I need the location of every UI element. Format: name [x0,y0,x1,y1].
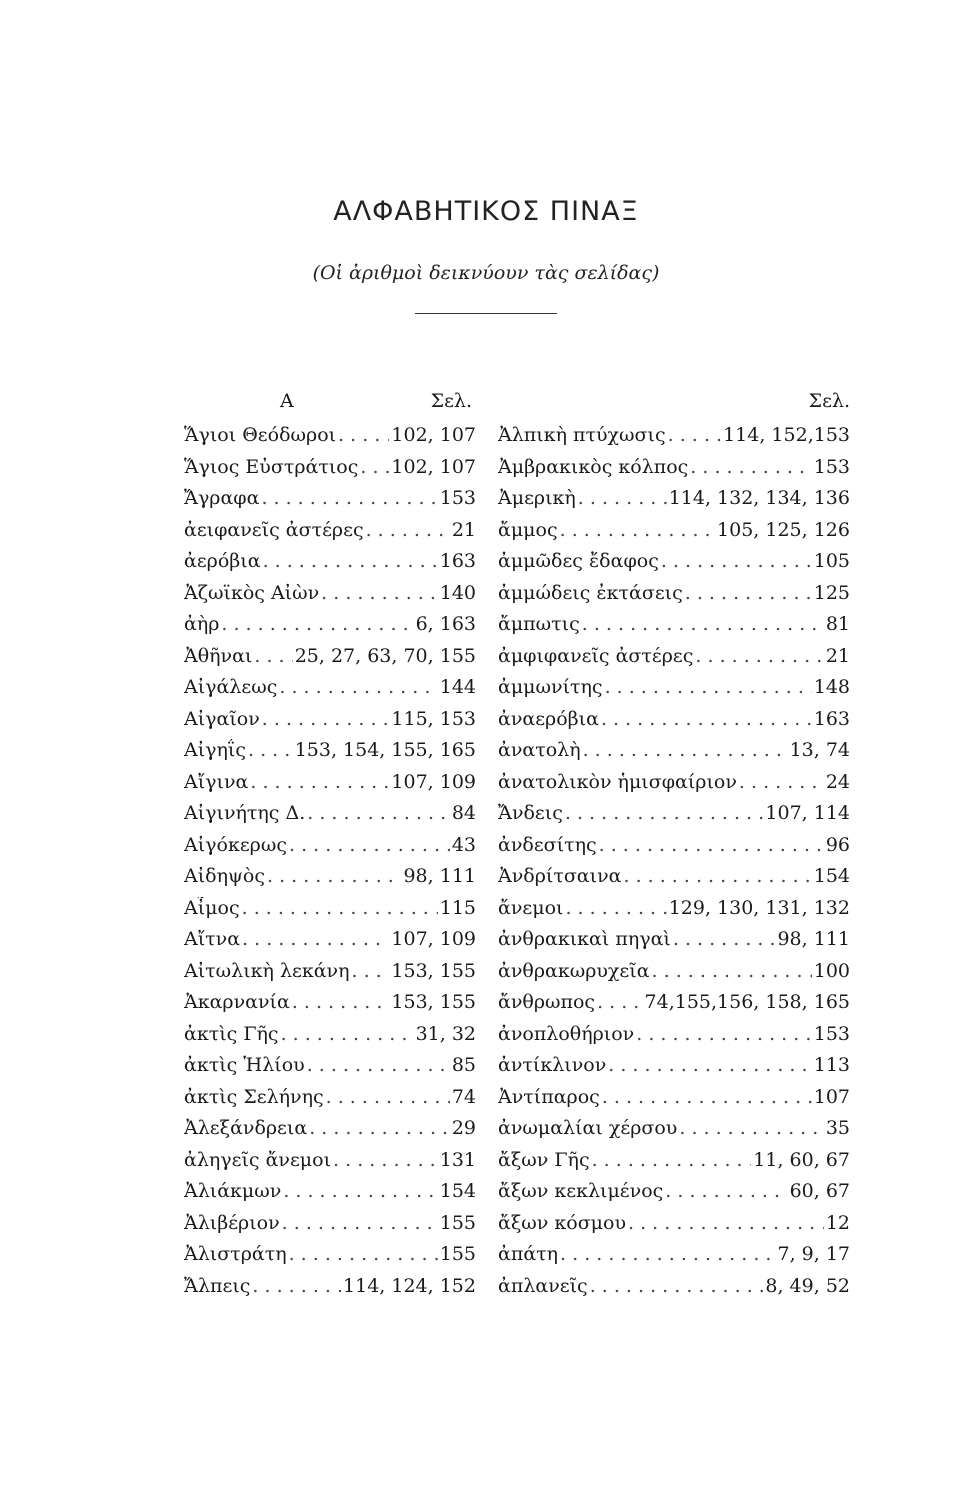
index-pages: 153, 155 [391,959,476,982]
dot-leader [565,802,764,824]
index-term: ἀνθρακικαὶ πηγαὶ [498,928,671,950]
index-term: Αἰγαῖον [184,707,260,730]
title-divider [415,313,557,314]
index-pages: 98, 111 [777,928,850,950]
index-term: Αἰγηΐς [184,739,247,761]
index-term: Ἀμβρακικὸς κόλπος [498,455,689,478]
dot-leader [292,991,390,1013]
index-pages: 131 [439,1148,476,1171]
index-term: Αἰτωλικὴ λεκάνη [184,959,350,982]
dot-leader [263,550,438,572]
index-term: ἀνθρακωρυχεῖα [498,959,650,982]
index-pages: 105 [813,550,850,572]
index-pages: 98, 111 [403,865,476,887]
index-pages: 13, 74 [789,739,850,761]
dot-leader [307,1054,450,1076]
index-pages: 43 [451,833,476,856]
index-entry [498,802,850,834]
dot-leader [289,1243,438,1265]
index-term: Ἅγιοι Θεόδωροι [184,424,337,446]
index-term: Ἀθῆναι [184,644,253,667]
index-term: ἀνωμαλίαι χέρσου [498,1117,678,1139]
index-entry [498,1149,850,1181]
dot-leader [582,613,824,635]
index-entry [184,613,476,645]
dot-leader [690,456,811,478]
dot-leader [252,1275,341,1297]
dot-leader [565,897,666,919]
index-entry [184,550,476,582]
index-term: ἄξων κόσμου [498,1211,626,1234]
index-entry [498,1243,850,1275]
dot-leader [578,487,667,509]
section-letter: Α [280,390,294,412]
index-term: ἀνατολὴ [498,739,581,761]
index-pages: 153, 155 [391,991,476,1013]
index-term: Αἴτνα [184,928,241,950]
index-term: ἀμφιφανεῖς ἀστέρες [498,644,694,667]
index-entry [184,1212,476,1244]
dot-leader [254,645,292,667]
index-term: Ἀνδρίτσαινα [498,865,622,887]
index-term: ἄνεμοι [498,896,564,919]
index-term: Αἰγινήτης Δ. [184,802,306,824]
index-entry [498,1117,850,1149]
dot-leader [289,834,450,856]
index-entry [184,1023,476,1055]
index-entry [498,928,850,960]
index-entry [498,1054,850,1086]
dot-leader [250,771,389,793]
dot-leader [601,708,812,730]
index-term: Ἄνδεις [498,802,563,824]
index-pages: 29 [451,1117,476,1139]
index-pages: 115 [439,896,476,919]
dot-leader [665,1180,787,1202]
index-term: ἀνατολικὸν ἡμισφαίριον [498,770,737,793]
index-pages: 113 [813,1054,850,1076]
index-term: Ἀλπικὴ πτύχωσις [498,424,666,446]
index-entry [184,1275,476,1307]
index-entries-right [498,424,850,1306]
index-pages: 21 [451,518,476,541]
index-entry [498,645,850,677]
index-pages: 96 [825,833,850,856]
index-pages: 81 [825,613,850,635]
index-entry [184,834,476,866]
index-pages: 35 [825,1117,850,1139]
index-pages: 140 [439,581,476,604]
index-term: Ἀντίπαρος [498,1085,600,1108]
index-entry [184,928,476,960]
dot-leader [261,487,437,509]
index-column-right [498,390,850,1306]
index-entry [498,582,850,614]
index-term: Ἀλιάκμων [184,1180,282,1202]
index-entry [184,487,476,519]
index-entry [498,676,850,708]
index-entry [184,1149,476,1181]
index-pages: 153 [813,1022,850,1045]
index-entry [184,1243,476,1275]
index-pages: 153 [813,455,850,478]
index-term: ἀναερόβια [498,707,599,730]
index-pages: 107, 114 [765,802,850,824]
index-pages: 85 [451,1054,476,1076]
dot-leader [326,1086,450,1108]
index-term: ἀνδεσίτης [498,833,597,856]
dot-leader [321,582,438,604]
index-term: Ἀλιβέριον [184,1211,280,1234]
index-pages: 60, 67 [789,1180,850,1202]
index-entry [184,582,476,614]
index-entry [498,424,850,456]
index-term: ἀμμώδεις ἐκτάσεις [498,581,683,604]
page-column-label: Σελ. [808,390,850,412]
index-entry [498,771,850,803]
index-term: ἀκτὶς Σελήνης [184,1085,324,1108]
index-pages: 107 [813,1085,850,1108]
index-pages: 107, 109 [391,928,476,950]
column-header-right [498,390,850,424]
index-pages: 100 [813,959,850,982]
index-entry [184,1086,476,1118]
dot-leader [307,802,450,824]
index-pages: 114, 152,153 [723,424,850,446]
dot-leader [262,708,390,730]
index-term: Ἀκαρνανία [184,991,290,1013]
index-term: ἀπλανεῖς [498,1274,588,1297]
index-entry [498,1023,850,1055]
dot-leader [661,550,812,572]
index-entry [498,739,850,771]
index-term: Ἄγραφα [184,487,260,509]
dot-leader [590,1275,764,1297]
index-entry [184,1054,476,1086]
index-entries-left [184,424,476,1306]
index-term: ἄμμος [498,518,558,541]
dot-leader [282,1212,438,1234]
index-entry [184,676,476,708]
dot-leader [248,739,293,761]
index-entry [184,897,476,929]
index-term: ἀμμῶδες ἔδαφος [498,550,659,572]
index-term: Αἴγινα [184,770,249,793]
index-term: ἀερόβια [184,550,261,572]
dot-leader [652,960,812,982]
index-entry [498,550,850,582]
index-term: ἀκτὶς Ἡλίου [184,1054,305,1076]
index-term: ἀειφανεῖς ἀστέρες [184,518,364,541]
index-pages: 125 [813,581,850,604]
index-entry [184,771,476,803]
index-entry [498,487,850,519]
index-term: Αἶμος [184,896,240,919]
index-entry [184,991,476,1023]
index-column-left [184,390,476,1306]
index-term: Αἰγάλεως [184,676,278,698]
index-term: Ἀζωϊκὸς Αἰὼν [184,581,320,604]
index-pages: 12 [825,1211,850,1234]
index-term: Ἀλεξάνδρεια [184,1117,308,1139]
index-entry [498,1086,850,1118]
index-entry [184,519,476,551]
page-column-label: Σελ. [430,390,472,412]
dot-leader [636,1023,812,1045]
index-pages: 84 [451,802,476,824]
index-entry [184,424,476,456]
index-pages: 153, 154, 155, 165 [294,739,476,761]
index-pages: 102, 107 [391,424,476,446]
dot-leader [267,865,401,887]
dot-leader [366,519,450,541]
column-header-left [184,390,476,424]
index-pages: 154 [813,865,850,887]
index-entry [498,865,850,897]
index-term: ἀκτὶς Γῆς [184,1022,279,1045]
dot-leader [673,928,776,950]
index-pages: 21 [825,644,850,667]
index-term: ἄξων Γῆς [498,1148,590,1171]
index-entry [498,1212,850,1244]
index-entry [498,456,850,488]
index-entry [498,834,850,866]
index-entry [498,613,850,645]
index-entry [498,991,850,1023]
index-term: ἀντίκλινον [498,1054,607,1076]
dot-leader [599,834,824,856]
index-pages: 155 [439,1211,476,1234]
index-term: Αἰγόκερως [184,833,287,856]
dot-leader [338,424,389,446]
index-entry [184,645,476,677]
index-term: ἀνοπλοθήριον [498,1022,635,1045]
index-term: Αἰδηψὸς [184,865,265,887]
index-entry [184,1117,476,1149]
index-pages: 7, 9, 17 [777,1243,850,1265]
index-entry [184,708,476,740]
dot-leader [333,1149,438,1171]
dot-leader [352,960,390,982]
index-pages: 11, 60, 67 [753,1148,850,1171]
index-term: ἀὴρ [184,613,220,635]
index-term: ἄξων κεκλιμένος [498,1180,664,1202]
index-pages: 105, 125, 126 [717,518,850,541]
page-subtitle: (Οἱ ἀριθμοὶ δεικνύουν τὰς σελίδας) [312,262,660,284]
index-entry [184,960,476,992]
dot-leader [602,1086,812,1108]
index-term: Ἀμερικὴ [498,487,576,509]
index-term: Ἀλιστράτη [184,1243,287,1265]
dot-leader [242,928,389,950]
index-pages: 25, 27, 63, 70, 155 [294,644,476,667]
dot-leader [221,613,413,635]
dot-leader [283,1180,437,1202]
page-title: ΑΛΦΑΒΗΤΙΚΟΣ ΠΙΝΑΞ [333,196,639,227]
dot-leader [560,519,715,541]
index-entry [498,1180,850,1212]
index-pages: 107, 109 [391,770,476,793]
dot-leader [309,1117,450,1139]
index-entry [498,708,850,740]
dot-leader [685,582,812,604]
index-pages: 115, 153 [391,707,476,730]
index-term: Ἅγιος Εὐστράτιος [184,455,359,478]
index-pages: 163 [439,550,476,572]
dot-leader [608,1054,811,1076]
dot-leader [281,1023,414,1045]
index-entry [498,897,850,929]
index-pages: 114, 124, 152 [343,1274,476,1297]
index-entry [184,802,476,834]
index-pages: 24 [825,770,850,793]
index-entry [184,456,476,488]
dot-leader [242,897,438,919]
dot-leader [623,865,811,887]
index-term: ἄνθρωπος [498,991,596,1013]
index-entry [184,1180,476,1212]
index-term: ἀληγεῖς ἄνεμοι [184,1148,332,1171]
dot-leader [279,676,437,698]
index-entry [184,865,476,897]
index-pages: 148 [813,676,850,698]
index-pages: 129, 130, 131, 132 [668,896,850,919]
dot-leader [560,1243,775,1265]
index-pages: 153 [439,487,476,509]
index-pages: 154 [439,1180,476,1202]
index-pages: 163 [813,707,850,730]
index-pages: 74 [451,1085,476,1108]
dot-leader [695,645,823,667]
dot-leader [628,1212,824,1234]
dot-leader [592,1149,752,1171]
index-term: Ἄλπεις [184,1274,251,1297]
dot-leader [597,991,642,1013]
index-pages: 102, 107 [391,455,476,478]
index-pages: 144 [439,676,476,698]
dot-leader [605,676,812,698]
dot-leader [679,1117,823,1139]
index-pages: 6, 163 [415,613,476,635]
index-term: ἀπάτη [498,1243,559,1265]
index-pages: 155 [439,1243,476,1265]
dot-leader [583,739,788,761]
index-term: ἀμμωνίτης [498,676,603,698]
dot-leader [360,456,389,478]
index-pages: 8, 49, 52 [765,1274,850,1297]
dot-leader [739,771,824,793]
index-entry [498,960,850,992]
index-entry [498,519,850,551]
index-pages: 31, 32 [415,1022,476,1045]
dot-leader [668,424,721,446]
index-entry [184,739,476,771]
index-pages: 114, 132, 134, 136 [668,487,850,509]
index-pages: 74,155,156, 158, 165 [644,991,850,1013]
index-entry [498,1275,850,1307]
index-term: ἄμπωτις [498,613,580,635]
